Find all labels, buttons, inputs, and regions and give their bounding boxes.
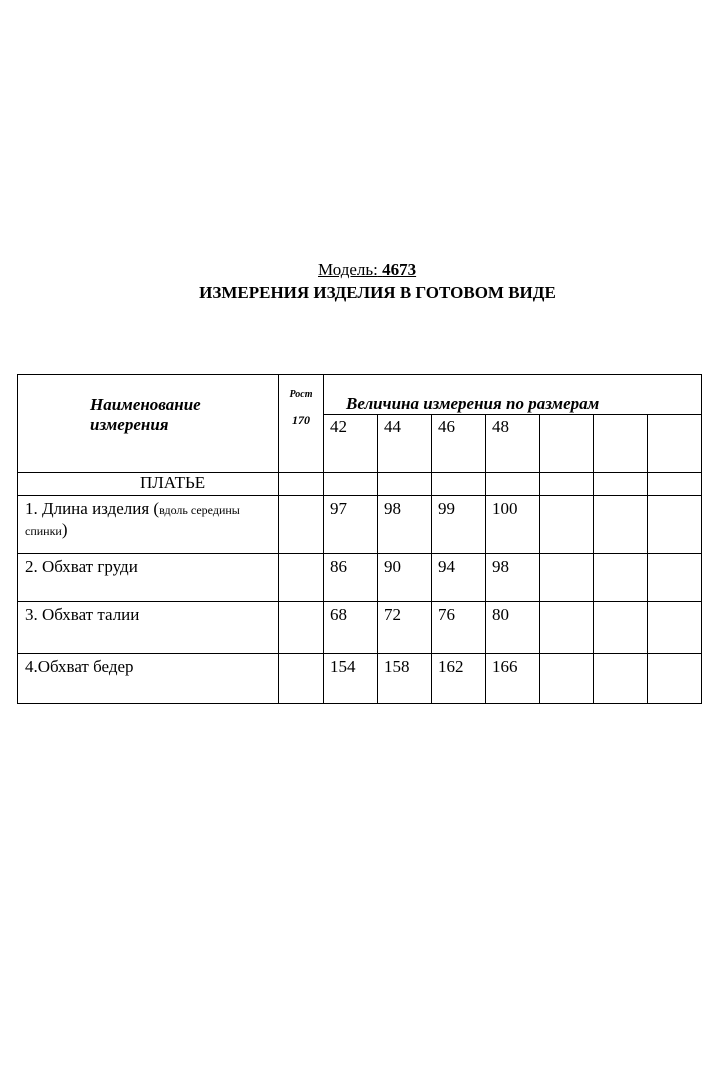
value-cell: 86 (324, 554, 378, 602)
value-cell (594, 654, 648, 704)
value-cell (648, 554, 702, 602)
empty-cell (324, 473, 378, 496)
sizes-header: Величина измерения по размерам (346, 394, 600, 413)
table-row (18, 554, 702, 602)
measure-name-end: ) (61, 519, 68, 539)
value-cell: 154 (324, 654, 378, 704)
table-row (18, 496, 702, 554)
section-label: ПЛАТЬЕ (18, 473, 279, 496)
value-cell: 80 (486, 602, 540, 654)
size-cell (648, 415, 702, 473)
value-cell: 72 (378, 602, 432, 654)
empty-cell (648, 473, 702, 496)
value-cell (594, 554, 648, 602)
value-cell: 76 (432, 602, 486, 654)
rost-label: Рост (289, 389, 313, 400)
rost-cell (279, 602, 324, 654)
value-cell: 98 (378, 496, 432, 554)
rost-cell (279, 654, 324, 704)
name-header-cell (18, 375, 279, 473)
value-cell: 97 (324, 496, 378, 554)
value-cell: 94 (432, 554, 486, 602)
table-row (18, 602, 702, 654)
header-row (18, 375, 702, 415)
value-cell (594, 602, 648, 654)
model-number: 4673 (382, 260, 417, 279)
table-row (18, 654, 702, 704)
value-cell: 98 (486, 554, 540, 602)
rost-cell (279, 554, 324, 602)
value-cell (540, 496, 594, 554)
value-cell: 166 (486, 654, 540, 704)
measurement-table (17, 374, 702, 704)
measure-name: 3. Обхват талии (18, 602, 279, 654)
size-cell: 44 (378, 415, 432, 473)
empty-cell (432, 473, 486, 496)
value-cell: 90 (378, 554, 432, 602)
measure-name: 2. Обхват груди (18, 554, 279, 602)
value-cell: 99 (432, 496, 486, 554)
value-cell: 158 (378, 654, 432, 704)
value-cell (540, 654, 594, 704)
value-cell (648, 654, 702, 704)
page-title: ИЗМЕРЕНИЯ ИЗДЕЛИЯ В ГОТОВОМ ВИДЕ (199, 283, 556, 302)
name-header: Наименование измерения (90, 395, 201, 435)
value-cell (540, 602, 594, 654)
value-cell (594, 496, 648, 554)
rost-cell (279, 496, 324, 554)
empty-cell (378, 473, 432, 496)
value-cell: 68 (324, 602, 378, 654)
size-cell: 48 (486, 415, 540, 473)
value-cell (648, 602, 702, 654)
model-label: Модель: (318, 260, 378, 279)
size-cell (594, 415, 648, 473)
value-cell: 100 (486, 496, 540, 554)
size-cell: 46 (432, 415, 486, 473)
measure-name-text: 1. Длина изделия ( (25, 499, 160, 519)
empty-cell (594, 473, 648, 496)
measure-name: 4.Обхват бедер (18, 654, 279, 704)
empty-cell (486, 473, 540, 496)
measure-note: вдоль середины спинки (25, 503, 240, 538)
value-cell (540, 554, 594, 602)
rost-value: 170 (292, 413, 310, 427)
measure-name (18, 496, 279, 554)
sizes-header-cell (324, 375, 702, 415)
size-cell: 42 (324, 415, 378, 473)
empty-cell (279, 473, 324, 496)
model-line (318, 260, 416, 280)
size-cell (540, 415, 594, 473)
value-cell (648, 496, 702, 554)
rost-header-cell (279, 375, 324, 473)
value-cell: 162 (432, 654, 486, 704)
section-row (18, 473, 702, 496)
empty-cell (540, 473, 594, 496)
